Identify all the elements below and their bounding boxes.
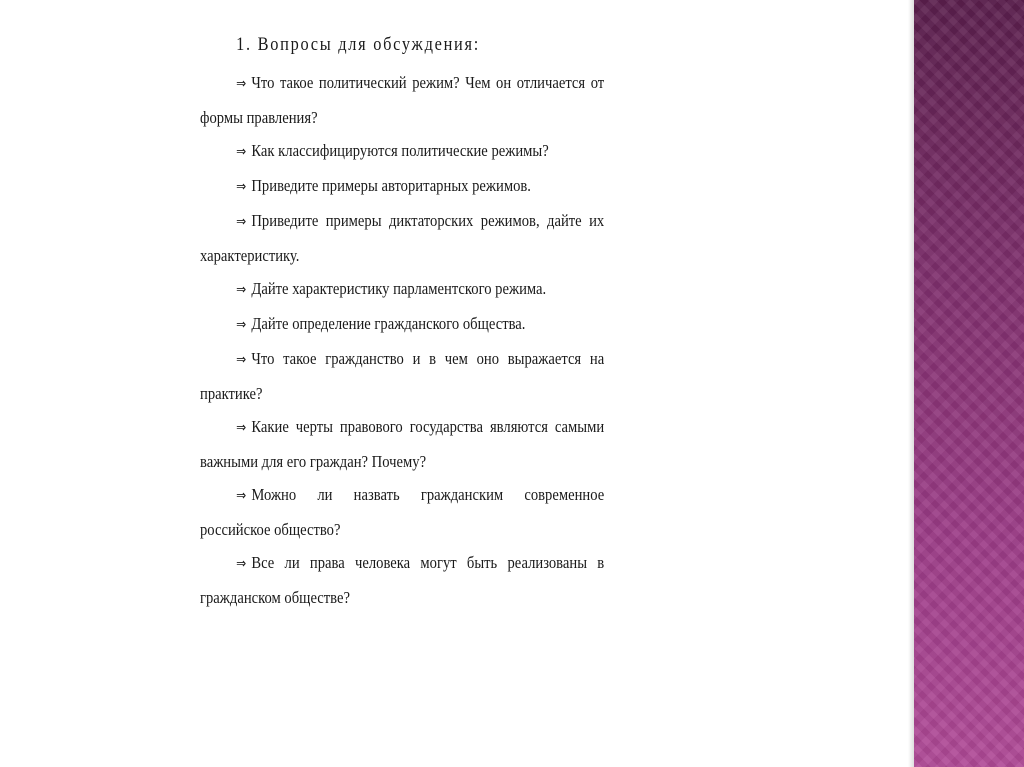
list-item xyxy=(200,478,604,546)
list-item xyxy=(200,66,604,134)
page-title: 1. Вопросы для обсуждения: xyxy=(236,34,481,55)
double-arrow-right-icon: ⇒ xyxy=(236,76,247,92)
list-item xyxy=(200,410,604,478)
document-page xyxy=(200,30,604,614)
question-text: Все ли права человека могут быть реализованы в гражданском обществе? xyxy=(200,553,605,607)
question-text: Можно ли назвать гражданским современное российское общество? xyxy=(200,485,605,539)
question-text: Что такое гражданство и в чем оно выражается на практике? xyxy=(200,349,605,403)
list-item xyxy=(200,134,604,169)
double-arrow-right-icon: ⇒ xyxy=(236,420,247,436)
double-arrow-right-icon: ⇒ xyxy=(236,179,247,195)
list-item xyxy=(200,204,604,272)
list-item xyxy=(200,342,604,410)
double-arrow-right-icon: ⇒ xyxy=(236,282,247,298)
double-arrow-right-icon: ⇒ xyxy=(236,317,247,333)
question-text: Приведите примеры авторитарных режимов. xyxy=(251,176,531,195)
list-item xyxy=(200,307,604,342)
question-text: Что такое политический режим? Чем он отличается от формы правления? xyxy=(200,73,605,127)
list-item xyxy=(200,169,604,204)
list-item xyxy=(200,272,604,307)
double-arrow-right-icon: ⇒ xyxy=(236,556,247,572)
question-text: Дайте определение гражданского общества. xyxy=(251,314,526,333)
double-arrow-right-icon: ⇒ xyxy=(236,214,247,230)
double-arrow-right-icon: ⇒ xyxy=(236,352,247,368)
question-text: Как классифицируются политические режимы? xyxy=(251,141,549,160)
list-item xyxy=(200,546,604,614)
question-text: Приведите примеры диктаторских режимов, дайте их характеристику. xyxy=(200,211,605,265)
question-list xyxy=(200,66,604,614)
question-text: Дайте характеристику парламентского режима. xyxy=(251,279,547,298)
question-text: Какие черты правового государства являются самыми важными для его граждан? Почему? xyxy=(200,417,605,471)
double-arrow-right-icon: ⇒ xyxy=(236,144,247,160)
double-arrow-right-icon: ⇒ xyxy=(236,488,247,504)
decorative-side-panel xyxy=(914,0,1024,767)
